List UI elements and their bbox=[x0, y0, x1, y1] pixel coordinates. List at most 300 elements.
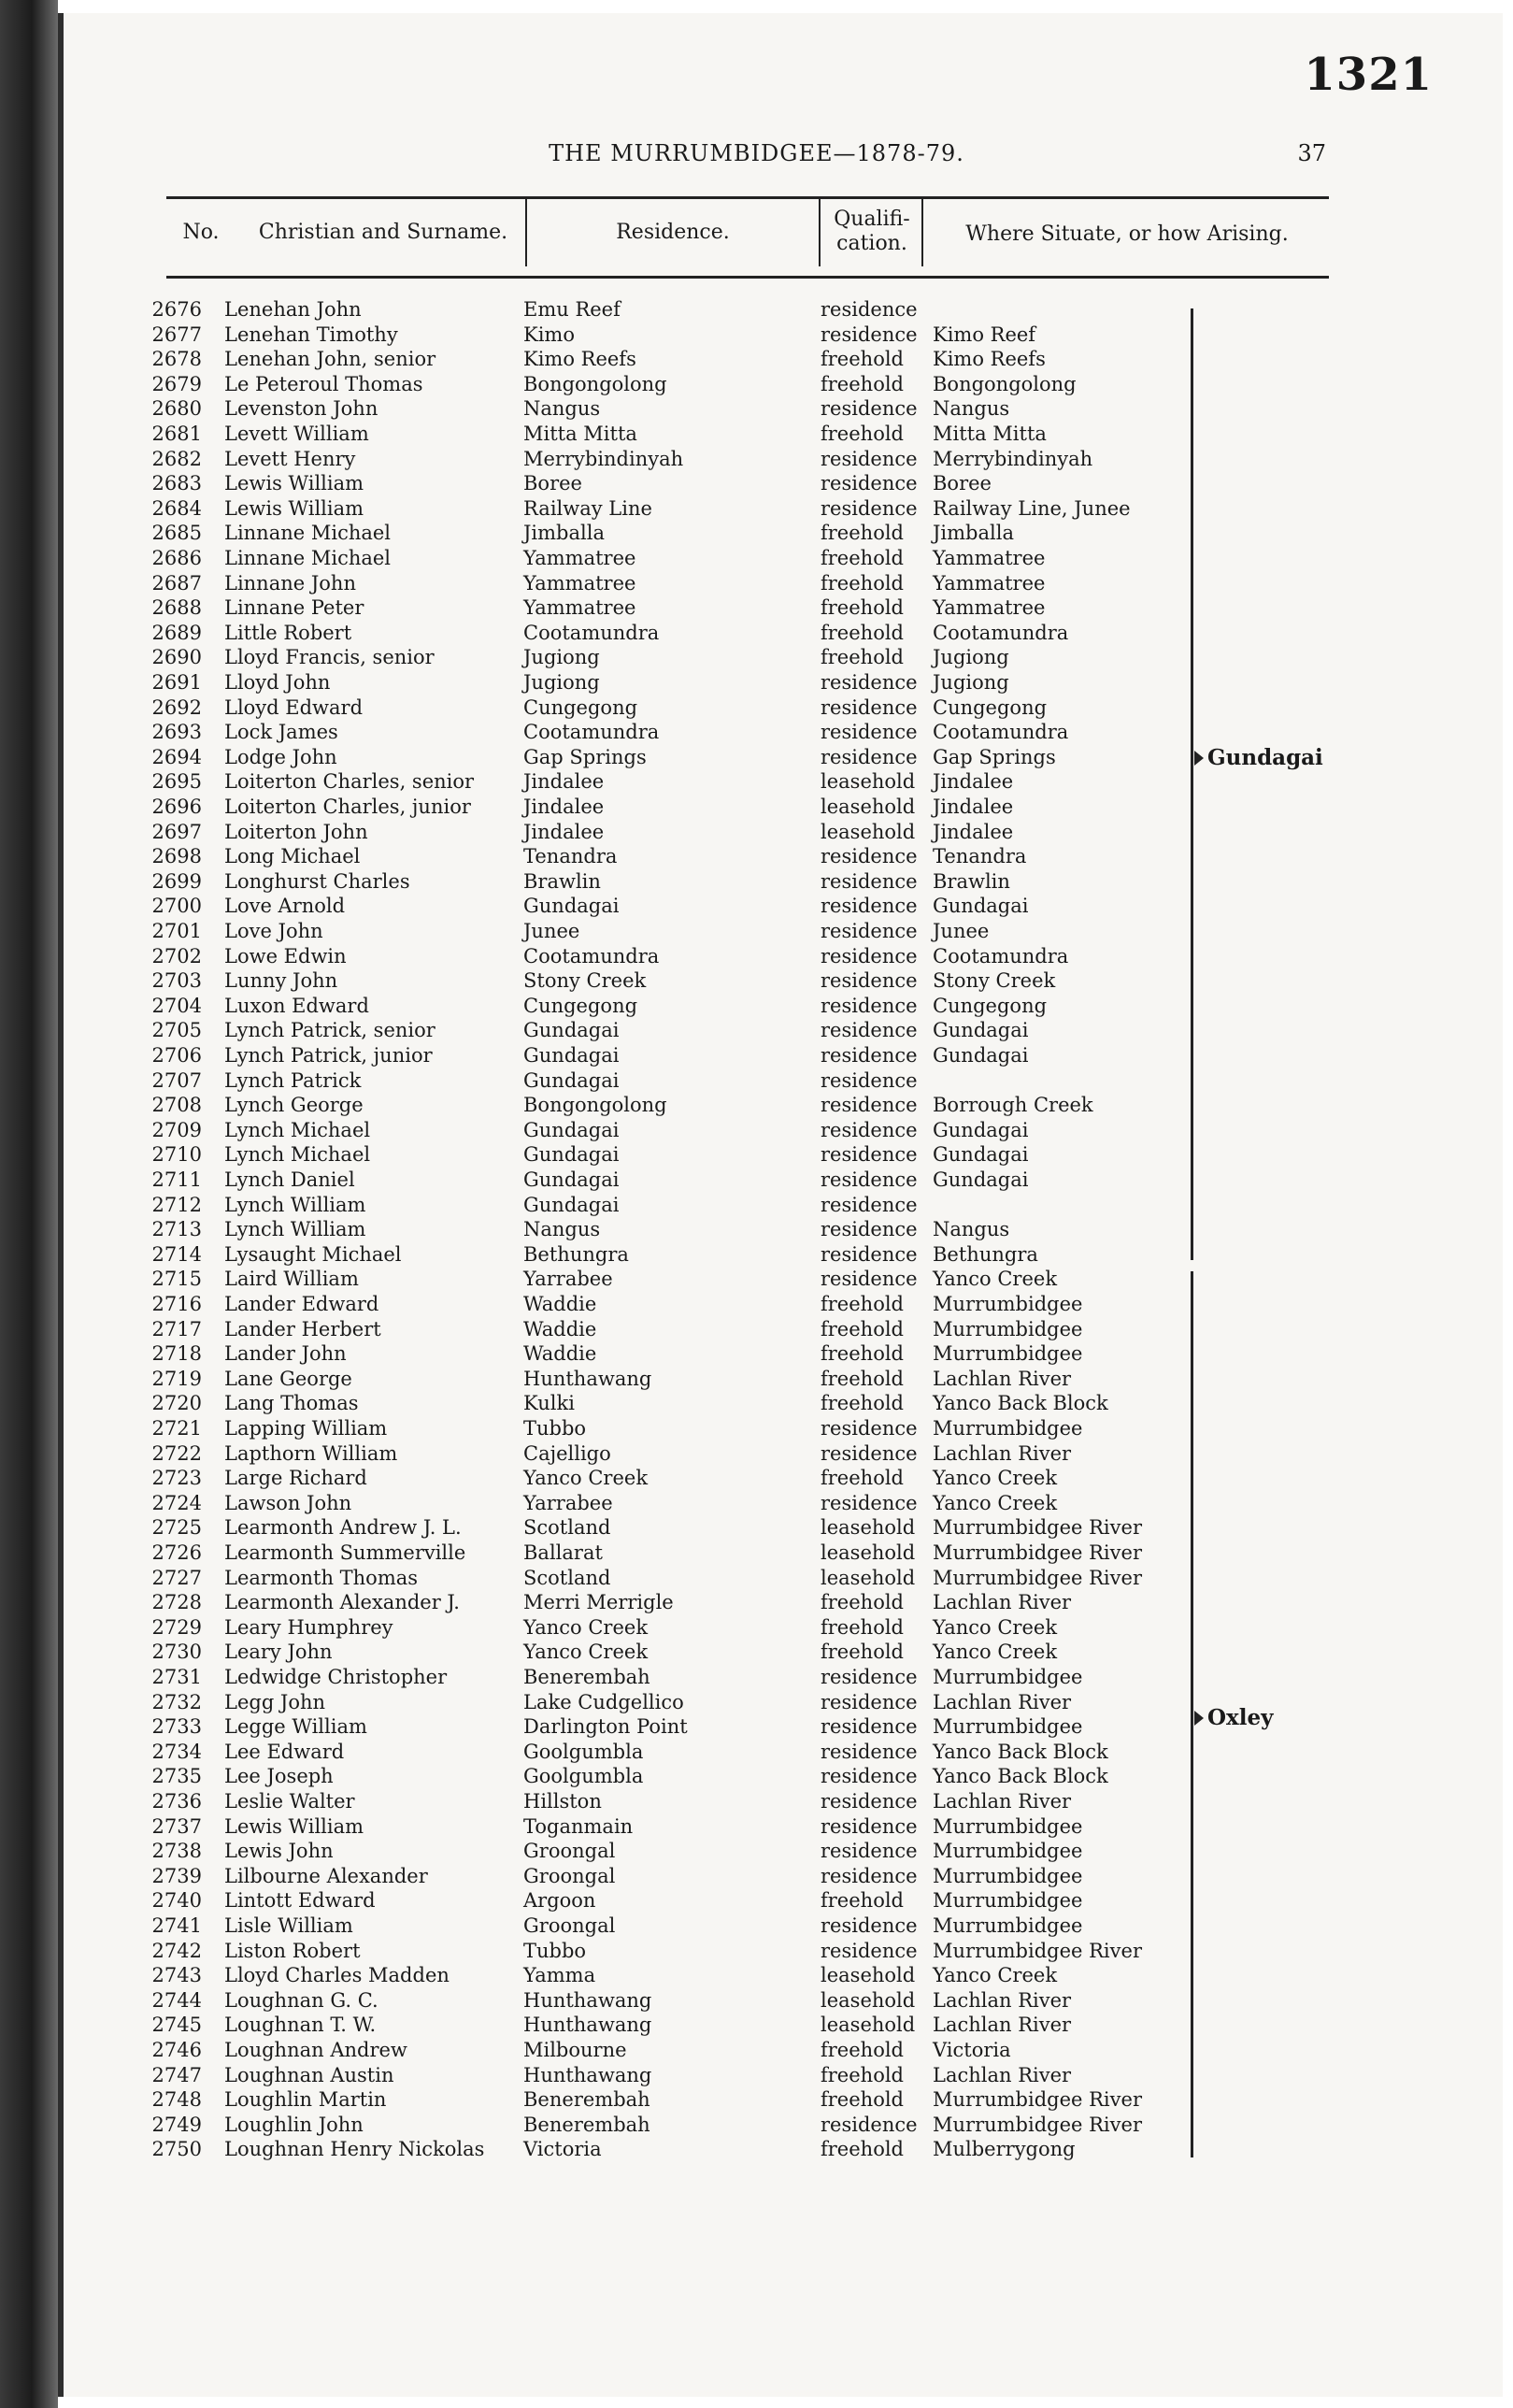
entry-where: Gundagai bbox=[933, 1143, 1029, 1167]
entry-number: 2677 bbox=[151, 322, 202, 346]
entry-name: Lewis John bbox=[224, 1840, 334, 1863]
entry-where: Yanco Back Block bbox=[933, 1392, 1108, 1415]
entry-qualification: residence bbox=[821, 1417, 918, 1440]
table-row bbox=[0, 1566, 1513, 1590]
entry-residence: Gundagai bbox=[523, 1118, 620, 1141]
entry-residence: Ballarat bbox=[523, 1541, 603, 1564]
entry-where: Cootamundra bbox=[933, 621, 1069, 644]
entry-qualification: leasehold bbox=[821, 1541, 916, 1564]
entry-name: Lee Joseph bbox=[224, 1765, 334, 1788]
entry-qualification: residence bbox=[821, 920, 918, 942]
entry-residence: Kimo bbox=[523, 322, 575, 346]
entry-name: Learmonth Alexander J. bbox=[224, 1591, 460, 1614]
entry-residence: Gundagai bbox=[523, 1068, 620, 1092]
entry-residence: Benerembah bbox=[523, 2088, 650, 2112]
entry-residence: Hunthawang bbox=[523, 1367, 652, 1390]
group-label-oxley: Oxley bbox=[1207, 1705, 1274, 1730]
entry-qualification: residence bbox=[821, 1864, 918, 1887]
entry-qualification: residence bbox=[821, 1268, 918, 1291]
entry-qualification: freehold bbox=[821, 372, 904, 395]
table-row bbox=[0, 546, 1513, 570]
entry-name: Linnane Michael bbox=[224, 547, 392, 569]
table-row bbox=[0, 1764, 1513, 1788]
entry-number: 2681 bbox=[151, 423, 202, 445]
entry-where: Yammatree bbox=[933, 596, 1046, 620]
entry-qualification: freehold bbox=[821, 348, 904, 371]
bracket-arrow-icon bbox=[1194, 1711, 1204, 1726]
entry-qualification: residence bbox=[821, 869, 918, 893]
entry-number: 2727 bbox=[151, 1566, 202, 1589]
entry-residence: Gundagai bbox=[523, 895, 620, 918]
entry-residence: Yammatree bbox=[523, 571, 636, 595]
entry-number: 2679 bbox=[151, 372, 202, 395]
entry-qualification: residence bbox=[821, 969, 918, 993]
entry-name: Loughnan Henry Nickolas bbox=[224, 2138, 485, 2161]
entry-where: Murrumbidgee bbox=[933, 1864, 1083, 1887]
entry-where: Yanco Creek bbox=[933, 1467, 1058, 1490]
entry-residence: Kulki bbox=[523, 1392, 575, 1415]
entry-qualification: freehold bbox=[821, 522, 904, 545]
table-row bbox=[0, 1640, 1513, 1664]
table-row bbox=[0, 1441, 1513, 1466]
entry-where: Brawlin bbox=[933, 869, 1010, 893]
entry-where: Murrumbidgee River bbox=[933, 1541, 1142, 1564]
entry-where: Yammatree bbox=[933, 571, 1046, 595]
entry-where: Murrumbidgee River bbox=[933, 1566, 1142, 1589]
entry-name: Lynch Daniel bbox=[224, 1168, 355, 1191]
entry-where: Murrumbidgee bbox=[933, 1840, 1083, 1863]
entry-name: Legg John bbox=[224, 1690, 326, 1713]
entry-qualification: residence bbox=[821, 1491, 918, 1514]
entry-name: Lynch William bbox=[224, 1218, 366, 1241]
entry-name: Loughnan Andrew bbox=[224, 2039, 407, 2061]
entry-residence: Cootamundra bbox=[523, 944, 660, 968]
entry-number: 2712 bbox=[151, 1193, 202, 1216]
entry-number: 2737 bbox=[151, 1814, 202, 1838]
entry-qualification: residence bbox=[821, 1740, 918, 1763]
entry-residence: Lake Cudgellico bbox=[523, 1690, 684, 1713]
table-row bbox=[0, 1714, 1513, 1739]
bracket-arrow-icon bbox=[1194, 751, 1204, 766]
header-separator bbox=[525, 199, 527, 266]
entry-where: Cungegong bbox=[933, 994, 1048, 1017]
entry-name: Lander John bbox=[224, 1342, 347, 1366]
table-row bbox=[0, 1267, 1513, 1291]
entry-name: Lewis William bbox=[224, 496, 364, 520]
entry-residence: Yammatree bbox=[523, 547, 636, 569]
table-row bbox=[0, 2087, 1513, 2112]
entry-name: Linnane Michael bbox=[224, 522, 392, 545]
entry-qualification: residence bbox=[821, 1765, 918, 1788]
entry-where: Yanco Creek bbox=[933, 1641, 1058, 1664]
entry-where: Murrumbidgee bbox=[933, 1342, 1083, 1366]
entry-residence: Scotland bbox=[523, 1516, 611, 1540]
entry-qualification: residence bbox=[821, 1441, 918, 1465]
entry-qualification: residence bbox=[821, 1068, 918, 1092]
entry-where: Gundagai bbox=[933, 1044, 1029, 1067]
entry-number: 2711 bbox=[151, 1168, 202, 1191]
entry-name: Lisle William bbox=[224, 1914, 353, 1937]
entry-residence: Yarrabee bbox=[523, 1268, 613, 1291]
table-row bbox=[0, 396, 1513, 421]
entry-number: 2704 bbox=[151, 994, 202, 1017]
folio: 37 bbox=[1297, 140, 1326, 166]
column-header-residence: Residence. bbox=[616, 221, 730, 244]
entry-number: 2692 bbox=[151, 695, 202, 719]
entry-where: Lachlan River bbox=[933, 2014, 1072, 2037]
entry-residence: Cungegong bbox=[523, 695, 638, 719]
entry-qualification: residence bbox=[821, 695, 918, 719]
entry-number: 2708 bbox=[151, 1094, 202, 1117]
table-row bbox=[0, 1814, 1513, 1839]
entry-residence: Cootamundra bbox=[523, 621, 660, 644]
entry-where: Boree bbox=[933, 472, 992, 495]
entry-number: 2696 bbox=[151, 796, 202, 818]
table-row bbox=[0, 695, 1513, 720]
entry-residence: Brawlin bbox=[523, 869, 601, 893]
entry-qualification: freehold bbox=[821, 2138, 904, 2161]
entry-where: Yanco Creek bbox=[933, 1491, 1058, 1514]
entry-name: Lynch Patrick, senior bbox=[224, 1019, 435, 1042]
entry-where: Cungegong bbox=[933, 695, 1048, 719]
entry-qualification: freehold bbox=[821, 2063, 904, 2086]
entry-residence: Yanco Creek bbox=[523, 1615, 649, 1639]
entry-qualification: freehold bbox=[821, 1889, 904, 1913]
entry-residence: Hillston bbox=[523, 1790, 602, 1813]
entry-number: 2678 bbox=[151, 348, 202, 371]
entry-qualification: residence bbox=[821, 1242, 918, 1266]
entry-name: Loughnan Austin bbox=[224, 2063, 394, 2086]
entry-where: Murrumbidgee bbox=[933, 1715, 1083, 1739]
entry-residence: Merri Merrigle bbox=[523, 1591, 674, 1614]
entry-number: 2715 bbox=[151, 1268, 202, 1291]
table-row bbox=[0, 571, 1513, 595]
page-number: 1321 bbox=[1304, 49, 1433, 101]
entry-qualification: residence bbox=[821, 472, 918, 495]
entry-number: 2710 bbox=[151, 1143, 202, 1167]
entry-residence: Jugiong bbox=[523, 646, 600, 669]
entry-residence: Groongal bbox=[523, 1914, 616, 1937]
entry-number: 2740 bbox=[151, 1889, 202, 1913]
entry-where: Murrumbidgee bbox=[933, 1666, 1083, 1688]
table-row bbox=[0, 1292, 1513, 1316]
entry-name: Leslie Walter bbox=[224, 1790, 355, 1813]
table-row bbox=[0, 1391, 1513, 1415]
entry-name: Loiterton Charles, senior bbox=[224, 770, 475, 794]
entry-qualification: freehold bbox=[821, 1641, 904, 1664]
entry-residence: Nangus bbox=[523, 397, 601, 421]
entry-number: 2736 bbox=[151, 1790, 202, 1813]
entry-name: Lane George bbox=[224, 1367, 352, 1390]
entry-number: 2721 bbox=[151, 1417, 202, 1440]
table-row bbox=[0, 1217, 1513, 1241]
entry-where: Victoria bbox=[933, 2039, 1011, 2061]
entry-residence: Milbourne bbox=[523, 2039, 627, 2061]
entry-where: Junee bbox=[933, 920, 990, 942]
entry-qualification: freehold bbox=[821, 1317, 904, 1340]
entry-qualification: residence bbox=[821, 496, 918, 520]
entry-qualification: residence bbox=[821, 745, 918, 768]
entry-residence: Tubbo bbox=[523, 1939, 587, 1962]
entry-number: 2718 bbox=[151, 1342, 202, 1366]
entry-where: Mulberrygong bbox=[933, 2138, 1076, 2161]
entry-residence: Cungegong bbox=[523, 994, 638, 1017]
entry-name: Lowe Edwin bbox=[224, 944, 347, 968]
entry-number: 2731 bbox=[151, 1666, 202, 1688]
entry-where: Murrumbidgee River bbox=[933, 2088, 1142, 2112]
table-row bbox=[0, 944, 1513, 968]
entry-qualification: residence bbox=[821, 447, 918, 470]
entry-number: 2697 bbox=[151, 820, 202, 843]
entry-where: Yammatree bbox=[933, 547, 1046, 569]
entry-qualification: freehold bbox=[821, 1392, 904, 1415]
entry-number: 2739 bbox=[151, 1864, 202, 1887]
entry-name: Loughlin John bbox=[224, 2113, 364, 2136]
entry-residence: Groongal bbox=[523, 1840, 616, 1863]
entry-number: 2734 bbox=[151, 1740, 202, 1763]
entry-qualification: residence bbox=[821, 1218, 918, 1241]
entry-where: Lachlan River bbox=[933, 1441, 1072, 1465]
entry-where: Murrumbidgee bbox=[933, 1293, 1083, 1315]
entry-number: 2702 bbox=[151, 944, 202, 968]
entry-where: Yanco Back Block bbox=[933, 1740, 1108, 1763]
entry-residence: Stony Creek bbox=[523, 969, 647, 993]
table-row bbox=[0, 1914, 1513, 1938]
entry-name: Legge William bbox=[224, 1715, 367, 1739]
entry-qualification: leasehold bbox=[821, 770, 916, 794]
entry-qualification: residence bbox=[821, 1094, 918, 1117]
entry-residence: Bongongolong bbox=[523, 1094, 667, 1117]
entry-name: Lynch George bbox=[224, 1094, 364, 1117]
entry-residence: Yamma bbox=[523, 1964, 596, 1987]
column-header-no: No. bbox=[182, 221, 220, 244]
column-header-where: Where Situate, or how Arising. bbox=[965, 222, 1289, 246]
entry-qualification: residence bbox=[821, 2113, 918, 2136]
entry-name: Lewis William bbox=[224, 472, 364, 495]
entry-where: Gundagai bbox=[933, 1019, 1029, 1042]
entry-residence: Railway Line bbox=[523, 496, 652, 520]
entry-name: Lawson John bbox=[224, 1491, 352, 1514]
entry-residence: Jindalee bbox=[523, 796, 605, 818]
entry-residence: Toganmain bbox=[523, 1814, 634, 1838]
entry-residence: Gundagai bbox=[523, 1044, 620, 1067]
entry-residence: Cajelligo bbox=[523, 1441, 611, 1465]
table-row bbox=[0, 1018, 1513, 1042]
entry-where: Nangus bbox=[933, 397, 1010, 421]
entry-qualification: freehold bbox=[821, 1467, 904, 1490]
entry-name: Learmonth Summerville bbox=[224, 1541, 466, 1564]
entry-residence: Tubbo bbox=[523, 1417, 587, 1440]
entry-residence: Hunthawang bbox=[523, 2063, 652, 2086]
table-row bbox=[0, 1615, 1513, 1640]
entry-where: Jimballa bbox=[933, 522, 1014, 545]
entry-residence: Groongal bbox=[523, 1864, 616, 1887]
entry-qualification: freehold bbox=[821, 1342, 904, 1366]
entry-qualification: residence bbox=[821, 298, 918, 321]
entry-residence: Scotland bbox=[523, 1566, 611, 1589]
table-row bbox=[0, 1416, 1513, 1440]
entry-name: Lock James bbox=[224, 721, 338, 744]
table-row bbox=[0, 621, 1513, 645]
entry-number: 2690 bbox=[151, 646, 202, 669]
entry-residence: Jugiong bbox=[523, 671, 600, 694]
entry-residence: Yanco Creek bbox=[523, 1467, 649, 1490]
entry-qualification: residence bbox=[821, 1044, 918, 1067]
group-label-gundagai: Gundagai bbox=[1207, 745, 1323, 770]
entry-name: Lee Edward bbox=[224, 1740, 345, 1763]
entry-residence: Argoon bbox=[523, 1889, 596, 1913]
entry-residence: Jindalee bbox=[523, 820, 605, 843]
entry-number: 2720 bbox=[151, 1392, 202, 1415]
entry-residence: Jimballa bbox=[523, 522, 605, 545]
entry-name: Lilbourne Alexander bbox=[224, 1864, 428, 1887]
table-row bbox=[0, 1043, 1513, 1068]
table-row bbox=[0, 1466, 1513, 1490]
entry-qualification: residence bbox=[821, 895, 918, 918]
entry-number: 2683 bbox=[151, 472, 202, 495]
entry-where: Yanco Creek bbox=[933, 1268, 1058, 1291]
entry-residence: Yanco Creek bbox=[523, 1641, 649, 1664]
entry-residence: Jindalee bbox=[523, 770, 605, 794]
table-row bbox=[0, 1789, 1513, 1813]
entry-qualification: residence bbox=[821, 944, 918, 968]
table-row bbox=[0, 1988, 1513, 2013]
entry-number: 2743 bbox=[151, 1964, 202, 1987]
table-row bbox=[0, 1242, 1513, 1267]
entry-name: Lenehan John, senior bbox=[224, 348, 436, 371]
entry-name: Lander Herbert bbox=[224, 1317, 381, 1340]
entry-name: Large Richard bbox=[224, 1467, 367, 1490]
table-row bbox=[0, 994, 1513, 1018]
entry-number: 2689 bbox=[151, 621, 202, 644]
entry-where: Borrough Creek bbox=[933, 1094, 1093, 1117]
entry-number: 2728 bbox=[151, 1591, 202, 1614]
table-row bbox=[0, 1193, 1513, 1217]
table-row bbox=[0, 919, 1513, 943]
entry-number: 2717 bbox=[151, 1317, 202, 1340]
entry-number: 2694 bbox=[151, 745, 202, 768]
entry-where: Murrumbidgee River bbox=[933, 1939, 1142, 1962]
table-row bbox=[0, 769, 1513, 794]
entry-where: Murrumbidgee bbox=[933, 1417, 1083, 1440]
entry-where: Mitta Mitta bbox=[933, 423, 1047, 445]
table-row bbox=[0, 1367, 1513, 1391]
entry-qualification: leasehold bbox=[821, 2014, 916, 2037]
entry-where: Gundagai bbox=[933, 1168, 1029, 1191]
entry-number: 2724 bbox=[151, 1491, 202, 1514]
entry-number: 2729 bbox=[151, 1615, 202, 1639]
table-row bbox=[0, 2063, 1513, 2087]
table-row bbox=[0, 1888, 1513, 1913]
entry-where: Merrybindinyah bbox=[933, 447, 1093, 470]
entry-qualification: freehold bbox=[821, 646, 904, 669]
entry-number: 2722 bbox=[151, 1441, 202, 1465]
entry-where: Lachlan River bbox=[933, 1367, 1072, 1390]
table-row bbox=[0, 1740, 1513, 1764]
entry-where: Gundagai bbox=[933, 895, 1029, 918]
entry-number: 2701 bbox=[151, 920, 202, 942]
table-row bbox=[0, 645, 1513, 669]
entry-name: Linnane Peter bbox=[224, 596, 364, 620]
entry-qualification: freehold bbox=[821, 1591, 904, 1614]
entry-name: Lynch Patrick bbox=[224, 1068, 362, 1092]
entry-residence: Waddie bbox=[523, 1342, 597, 1366]
entry-number: 2703 bbox=[151, 969, 202, 993]
entry-name: Love John bbox=[224, 920, 323, 942]
entry-name: Loiterton John bbox=[224, 820, 368, 843]
entry-where: Cootamundra bbox=[933, 721, 1069, 744]
entry-where: Murrumbidgee bbox=[933, 1317, 1083, 1340]
table-row bbox=[0, 1590, 1513, 1614]
entry-name: Ledwidge Christopher bbox=[224, 1666, 448, 1688]
entry-qualification: freehold bbox=[821, 2088, 904, 2112]
entry-number: 2744 bbox=[151, 1988, 202, 2012]
entry-residence: Benerembah bbox=[523, 2113, 650, 2136]
entry-name: Lenehan Timothy bbox=[224, 322, 398, 346]
table-row bbox=[0, 1317, 1513, 1341]
entry-residence: Tenandra bbox=[523, 845, 618, 868]
entry-qualification: residence bbox=[821, 671, 918, 694]
entry-residence: Waddie bbox=[523, 1317, 597, 1340]
entry-residence: Merrybindinyah bbox=[523, 447, 684, 470]
entry-name: Longhurst Charles bbox=[224, 869, 410, 893]
table-row bbox=[0, 1341, 1513, 1366]
entry-number: 2687 bbox=[151, 571, 202, 595]
table-row bbox=[0, 496, 1513, 521]
entry-name: Lysaught Michael bbox=[224, 1242, 402, 1266]
entry-where: Jugiong bbox=[933, 646, 1009, 669]
table-row bbox=[0, 1939, 1513, 1963]
table-row bbox=[0, 1963, 1513, 1987]
entry-qualification: residence bbox=[821, 1790, 918, 1813]
entry-qualification: freehold bbox=[821, 547, 904, 569]
entry-number: 2749 bbox=[151, 2113, 202, 2136]
entry-where: Lachlan River bbox=[933, 1988, 1072, 2012]
entry-name: Le Peteroul Thomas bbox=[224, 372, 423, 395]
header-separator bbox=[819, 199, 821, 266]
entry-qualification: leasehold bbox=[821, 1964, 916, 1987]
entry-qualification: freehold bbox=[821, 1615, 904, 1639]
entry-number: 2750 bbox=[151, 2138, 202, 2161]
entry-number: 2738 bbox=[151, 1840, 202, 1863]
entry-residence: Emu Reef bbox=[523, 298, 621, 321]
entry-qualification: residence bbox=[821, 1939, 918, 1962]
entry-where: Jindalee bbox=[933, 770, 1014, 794]
entry-number: 2725 bbox=[151, 1516, 202, 1540]
column-header-name: Christian and Surname. bbox=[258, 221, 508, 244]
entry-name: Lintott Edward bbox=[224, 1889, 376, 1913]
header-rule-top bbox=[166, 196, 1329, 199]
entry-number: 2700 bbox=[151, 895, 202, 918]
entry-residence: Gundagai bbox=[523, 1168, 620, 1191]
table-row bbox=[0, 2113, 1513, 2137]
table-row bbox=[0, 968, 1513, 993]
entry-name: Loughnan T. W. bbox=[224, 2014, 377, 2037]
entry-where: Murrumbidgee bbox=[933, 1914, 1083, 1937]
entry-name: Lynch Michael bbox=[224, 1143, 371, 1167]
entry-where: Yanco Back Block bbox=[933, 1765, 1108, 1788]
table-row bbox=[0, 2038, 1513, 2062]
entry-name: Levett Henry bbox=[224, 447, 356, 470]
entry-qualification: freehold bbox=[821, 621, 904, 644]
table-row bbox=[0, 894, 1513, 918]
entry-residence: Junee bbox=[523, 920, 580, 942]
column-header-qualification: Qualifi- cation. bbox=[834, 208, 910, 255]
entry-number: 2742 bbox=[151, 1939, 202, 1962]
entry-qualification: residence bbox=[821, 1666, 918, 1688]
entry-number: 2688 bbox=[151, 596, 202, 620]
entry-residence: Mitta Mitta bbox=[523, 423, 637, 445]
